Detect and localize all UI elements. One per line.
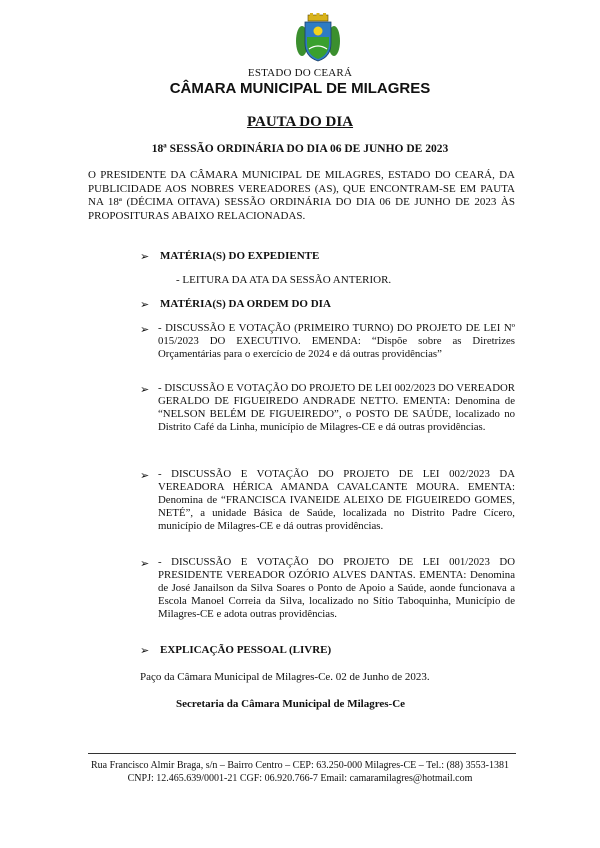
ordem-item: - DISCUSSÃO E VOTAÇÃO DO PROJETO DE LEI 002/2023 DO VEREADOR GERALDO DE FIGUEIREDO ANDRADE NETTO. EMENTA: Denomina de “NELSON BELÉM DE FIGUEIREDO”, o POSTO DE SAÚDE, localizado no Distrito Café da Linha, município de Milagres-CE e dá outras providências. [158, 382, 515, 433]
footer-divider [88, 753, 516, 754]
bullet-arrow-icon: ➢ [140, 299, 150, 311]
bullet-arrow-icon: ➢ [140, 384, 150, 396]
date-line: Paço da Câmara Municipal de Milagres-Ce. 02 de Junho de 2023. [140, 671, 430, 683]
state-name: ESTADO DO CEARÁ [247, 67, 353, 79]
bullet-arrow-icon: ➢ [140, 251, 150, 263]
council-name: CÂMARA MUNICIPAL DE MILAGRES [169, 80, 431, 97]
footer-ids: CNPJ: 12.465.639/0001-21 CGF: 06.920.766-7 Email: camaramilagres@hotmail.com [127, 773, 473, 784]
session-title: 18ª SESSÃO ORDINÁRIA DO DIA 06 DE JUNHO DE 2023 [151, 143, 449, 155]
expediente-item: - LEITURA DA ATA DA SESSÃO ANTERIOR. [176, 274, 392, 286]
bullet-arrow-icon: ➢ [140, 324, 150, 336]
explicacao-heading: EXPLICAÇÃO PESSOAL (LIVRE) [160, 644, 332, 656]
footer-address: Rua Francisco Almir Braga, s/n – Bairro Centro – CEP: 63.250-000 Milagres-CE – Tel.: (88) 3553-1381 [91, 760, 509, 771]
bullet-arrow-icon: ➢ [140, 470, 150, 482]
ordem-item: - DISCUSSÃO E VOTAÇÃO (PRIMEIRO TURNO) DO PROJETO DE LEI Nº 015/2023 DO EXECUTIVO. EMENDA: “Dispõe sobre as Diretrizes Orçamentárias para o exercício de 2024 e dá outras providências” [158, 322, 515, 360]
signature-line: Secretaria da Câmara Municipal de Milagres-Ce [176, 698, 406, 710]
coat-of-arms-icon [295, 13, 341, 63]
bullet-arrow-icon: ➢ [140, 558, 150, 570]
ordem-heading: MATÉRIA(S) DA ORDEM DO DIA [160, 298, 331, 310]
ordem-item: - DISCUSSÃO E VOTAÇÃO DO PROJETO DE LEI 001/2023 DO PRESIDENTE VEREADOR OZÓRIO ALVES DANTAS. EMENTA: Denomina de José Janailson da Silva Soares o Ponto de Apoio a Saúde, aonde funcionava a Escola Manoel Correia da Silva, localizado no Sítio Taboquinha, Município de Milagres-CE e adota outras providências. [158, 556, 515, 620]
agenda-title: PAUTA DO DIA [246, 114, 354, 130]
ordem-item: - DISCUSSÃO E VOTAÇÃO DO PROJETO DE LEI 002/2023 DA VEREADORA HÉRICA AMANDA CAVALCANTE MOURA. EMENTA: Denomina de “FRANCISCA IVANEIDE ALEIXO DE FIGUEIREDO GOMES, NETÉ”, a unidade Básica de Saúde, localizada no Distrito Padre Cícero, município de Milagres-CE e dá outras providências. [158, 468, 515, 532]
bullet-arrow-icon: ➢ [140, 645, 150, 657]
expediente-heading: MATÉRIA(S) DO EXPEDIENTE [160, 250, 320, 262]
intro-paragraph: O PRESIDENTE DA CÂMARA MUNICIPAL DE MILAGRES, ESTADO DO CEARÁ, DA PUBLICIDADE AOS NOBRES VEREADORES (AS), QUE ENCONTRAM-SE EM PAUTA NA 18ª (DÉCIMA OITAVA) SESSÃO ORDINÁRIA DO DIA 06 DE JUNHO DE 2023 ÀS PROPOSITURAS ABAIXO RELACIONADAS. [88, 169, 515, 222]
